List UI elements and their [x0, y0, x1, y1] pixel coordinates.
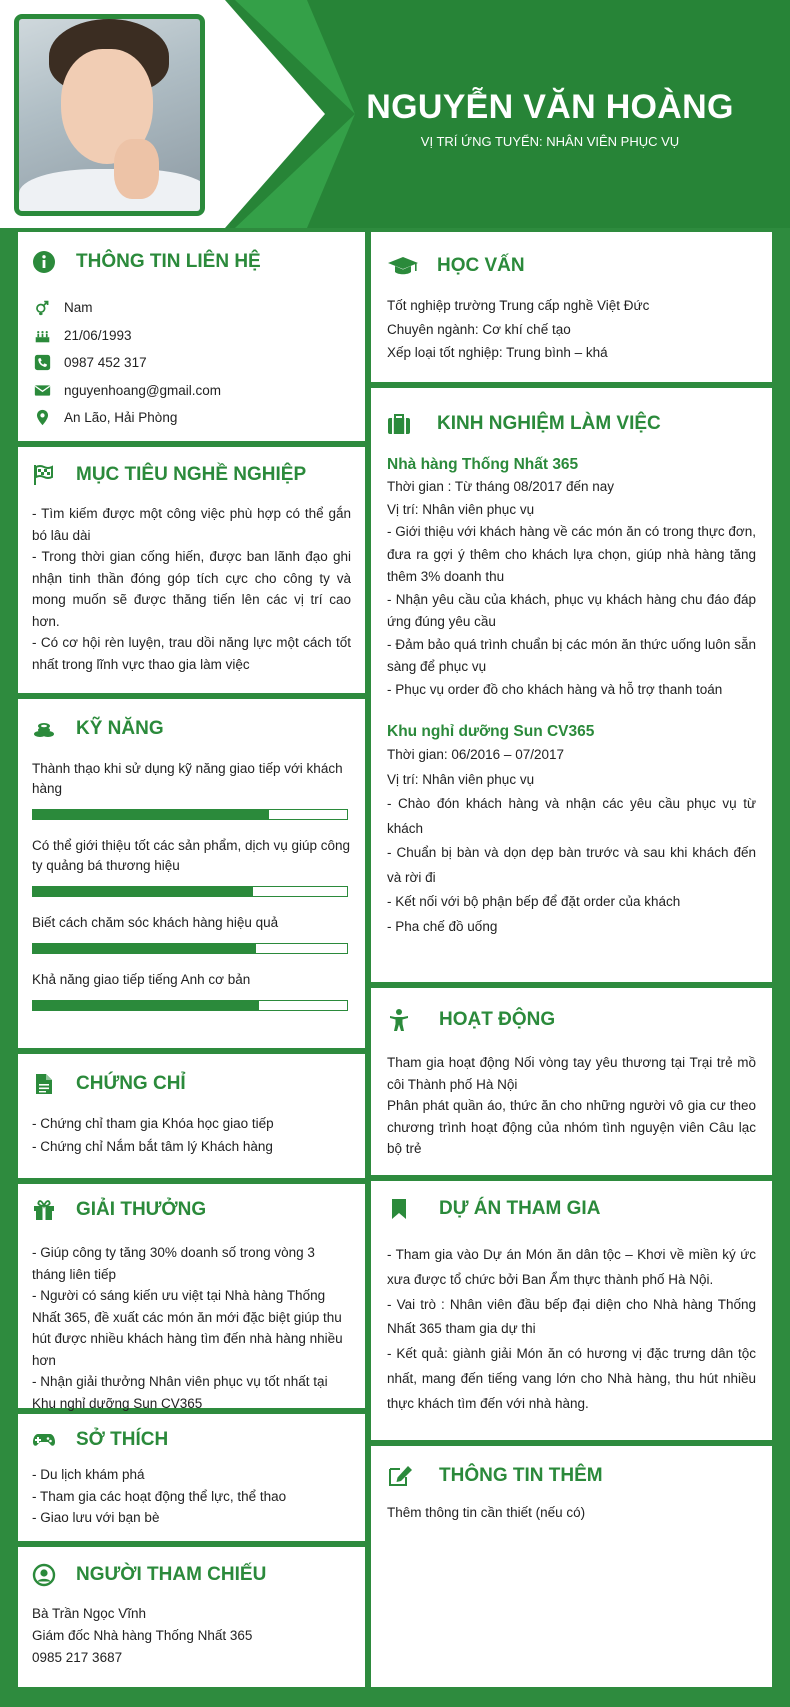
education-title: HỌC VẤN	[437, 255, 525, 276]
edit-icon	[387, 1464, 415, 1488]
extra-info-section	[371, 1446, 772, 1687]
skills-title: KỸ NĂNG	[76, 718, 164, 739]
project-item: - Tham gia vào Dự án Món ăn dân tộc – Khơi về miền ký ức xưa được tổ chức bởi Ban Ẩm thực thành phố Hà Nội.	[387, 1247, 756, 1287]
reference-line: Bà Trần Ngọc Vĩnh	[32, 1606, 147, 1621]
skill-bar	[32, 886, 348, 897]
extra-info-title: THÔNG TIN THÊM	[439, 1465, 603, 1486]
applied-position: VỊ TRÍ ỨNG TUYỂN: NHÂN VIÊN PHỤC VỤ	[420, 134, 680, 149]
phone-icon	[32, 353, 52, 373]
hobbies-title: SỞ THÍCH	[76, 1429, 169, 1450]
skill-bar-fill	[33, 1001, 259, 1010]
gender-icon	[32, 298, 52, 318]
info-icon	[32, 250, 56, 274]
hobby-item: - Du lịch khám phá	[32, 1467, 145, 1482]
skill-label: Có thể giới thiệu tốt các sản phẩm, dịch vụ giúp công ty quảng bá thương hiệu	[32, 838, 351, 873]
award-item: - Nhận giải thưởng Nhân viên phục vụ tốt nhất tại Khu nghỉ dưỡng Sun CV365	[32, 1374, 328, 1411]
projects-section	[371, 1181, 772, 1440]
contact-phone: 0987 452 317	[32, 349, 351, 377]
activities-section	[371, 988, 772, 1175]
education-line: Tốt nghiệp trường Trung cấp nghề Việt Đức	[387, 298, 650, 313]
profile-photo	[14, 14, 205, 216]
gift-icon	[32, 1198, 56, 1222]
activity-item: Tham gia hoạt động Nối vòng tay yêu thương tại Trại trẻ mồ côi Thành phố Hà Nội	[387, 1055, 756, 1092]
objective-line: - Có cơ hội rèn luyện, trau dồi năng lực một cách tốt nhất trong lĩnh vực thao gia làm việc	[32, 635, 351, 672]
contact-address: An Lão, Hải Phòng	[32, 404, 351, 432]
certificate-item: - Chứng chỉ Nắm bắt tâm lý Khách hàng	[32, 1139, 273, 1154]
certificates-title: CHỨNG CHỈ	[76, 1073, 186, 1094]
experience-title: KINH NGHIỆM LÀM VIỆC	[437, 413, 661, 434]
skill-label: Khả năng giao tiếp tiếng Anh cơ bản	[32, 972, 251, 987]
gamepad-icon	[32, 1428, 56, 1452]
coins-icon	[32, 717, 56, 741]
briefcase-icon	[387, 412, 411, 436]
user-circle-icon	[32, 1563, 56, 1587]
skill-item	[32, 836, 351, 897]
project-item: - Vai trò : Nhân viên đầu bếp đại diện cho Nhà hàng Thống Nhất 365 tham gia dự thi	[387, 1296, 756, 1337]
certificates-section	[18, 1054, 365, 1178]
job-duty: - Phục vụ order đồ cho khách hàng và hỗ trợ thanh toán	[387, 681, 723, 697]
hobby-item: - Giao lưu với bạn bè	[32, 1510, 160, 1525]
awards-section	[18, 1184, 365, 1411]
candidate-name: NGUYỄN VĂN HOÀNG	[366, 88, 734, 126]
award-item: - Người có sáng kiến ưu việt tại Nhà hàng Thống Nhất 365, đề xuất các món ăn mới đặc biệt giúp thu hút được nhiều khách hàng tìm đến nhà hàng nhiều hơn	[32, 1288, 343, 1368]
birthday-cake-icon	[32, 325, 52, 345]
skill-label: Thành thạo khi sử dụng kỹ năng giao tiếp với khách hàng	[32, 761, 343, 796]
activities-title: HOẠT ĐỘNG	[439, 1009, 556, 1030]
skill-bar-fill	[33, 810, 269, 819]
reference-section	[18, 1547, 365, 1687]
job-duty: - Chào đón khách hàng và nhận các yêu cầu phục vụ từ khách	[387, 796, 756, 836]
awards-title: GIẢI THƯỞNG	[76, 1199, 207, 1220]
job-duty: - Giới thiệu với khách hàng về các món ăn có trong thực đơn, đưa ra gợi ý thêm cho khách lựa chọn, giúp nhà hàng tăng thêm 3% doanh thu	[387, 524, 756, 584]
experience-section	[371, 388, 772, 982]
job-duty: - Nhận yêu cầu của khách, phục vụ khách hàng chu đáo đáp ứng đúng yêu cầu	[387, 591, 756, 629]
map-pin-icon	[32, 408, 52, 428]
contact-birthday: 21/06/1993	[32, 322, 351, 350]
job-role: Vị trí: Nhân viên phục vụ	[387, 501, 535, 517]
objective-section	[18, 447, 365, 693]
skills-section	[18, 699, 365, 1048]
bookmark-icon	[387, 1197, 411, 1221]
skill-bar	[32, 1000, 348, 1011]
education-line: Xếp loại tốt nghiệp: Trung bình – khá	[387, 345, 608, 360]
contact-email: nguyenhoang@gmail.com	[32, 377, 351, 405]
projects-title: DỰ ÁN THAM GIA	[439, 1198, 601, 1219]
job-company: Khu nghỉ dưỡng Sun CV365	[387, 723, 595, 740]
skill-item	[32, 970, 351, 1011]
education-section	[371, 232, 772, 382]
graduation-cap-icon	[387, 254, 419, 278]
skill-bar-fill	[33, 887, 253, 896]
skill-item	[32, 913, 351, 954]
job-time: Thời gian : Từ tháng 08/2017 đến nay	[387, 479, 615, 494]
reference-title: NGƯỜI THAM CHIẾU	[76, 1564, 267, 1585]
award-item: - Giúp công ty tăng 30% doanh số trong vòng 3 tháng liên tiếp	[32, 1245, 315, 1282]
person-icon	[387, 1008, 411, 1032]
flag-icon	[32, 463, 56, 487]
skill-bar-fill	[33, 944, 256, 953]
job-entry	[387, 721, 756, 939]
certificate-item: - Chứng chỉ tham gia Khóa học giao tiếp	[32, 1116, 274, 1131]
objective-line: - Tìm kiếm được một công việc phù hợp có thể gắn bó lâu dài	[32, 506, 351, 543]
job-duty: - Đảm bảo quá trình chuẩn bị các món ăn thức uống luôn sẵn sàng để phục vụ	[387, 636, 756, 674]
job-duty: - Chuẩn bị bàn và dọn dẹp bàn trước và sau khi khách đến và rời đi	[387, 845, 756, 885]
contact-section	[18, 232, 365, 441]
contact-title: THÔNG TIN LIÊN HỆ	[76, 251, 261, 272]
reference-line: 0985 217 3687	[32, 1650, 123, 1665]
education-line: Chuyên ngành: Cơ khí chế tạo	[387, 321, 571, 337]
header-banner	[0, 0, 790, 228]
document-icon	[32, 1072, 56, 1096]
contact-gender: Nam	[32, 294, 351, 322]
job-entry	[387, 454, 756, 701]
reference-line: Giám đốc Nhà hàng Thống Nhất 365	[32, 1628, 253, 1643]
project-item: - Kết quả: giành giải Món ăn có hương vị đặc trưng dân tộc nhất, mang đến tiếng vang lớn cho Nhà hàng, thu hút nhiều thực khách tìm đến với nhà hàng.	[387, 1346, 756, 1411]
job-role: Vị trí: Nhân viên phục vụ	[387, 771, 535, 787]
extra-info-text: Thêm thông tin cần thiết (nếu có)	[387, 1505, 586, 1520]
envelope-icon	[32, 380, 52, 400]
job-duty: - Pha chế đồ uống	[387, 918, 498, 934]
hobby-item: - Tham gia các hoạt động thể lực, thể thao	[32, 1488, 287, 1504]
activity-item: Phân phát quần áo, thức ăn cho những người vô gia cư theo chương trình hoạt động của nhóm tình nguyện viên Câu lạc bộ trẻ	[387, 1098, 756, 1156]
skill-label: Biết cách chăm sóc khách hàng hiệu quả	[32, 915, 279, 930]
job-time: Thời gian: 06/2016 – 07/2017	[387, 747, 564, 762]
skill-bar	[32, 943, 348, 954]
objective-title: MỤC TIÊU NGHỀ NGHIỆP	[76, 464, 307, 485]
skill-bar	[32, 809, 348, 820]
job-company: Nhà hàng Thống Nhất 365	[387, 456, 579, 473]
hobbies-section	[18, 1414, 365, 1541]
objective-line: - Trong thời gian cống hiến, được ban lãnh đạo ghi nhận tinh thần đóng góp tích cực cho công ty và mong muốn sẽ được thăng tiến lên các vị trí cao hơn.	[32, 549, 351, 629]
skill-item	[32, 759, 351, 820]
job-duty: - Kết nối với bộ phận bếp để đặt order của khách	[387, 894, 681, 909]
